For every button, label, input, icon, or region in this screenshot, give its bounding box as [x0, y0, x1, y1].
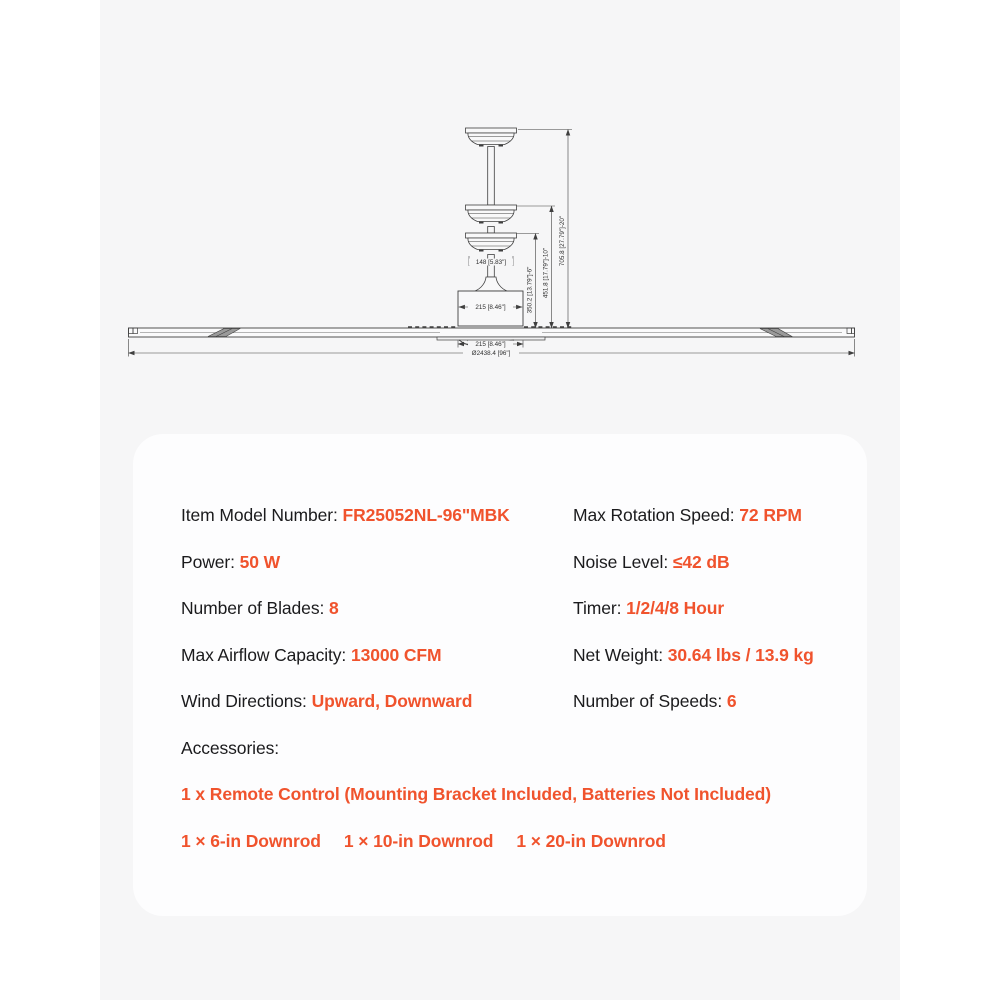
- spec-row-4: [181, 644, 819, 666]
- ceiling-canopy-10in: [466, 205, 517, 224]
- fan-dimension-diagram: [0, 0, 1000, 400]
- spec-value: 8: [329, 598, 339, 618]
- spec-value: ≤42 dB: [672, 551, 730, 572]
- accessory-downrod-20in: 1 × 20-in Downrod: [516, 830, 666, 851]
- spec-item-model-number: [181, 504, 573, 526]
- dim-motor-width: [459, 304, 522, 312]
- spec-row-accessories: [181, 737, 819, 759]
- svg-text:215 [8.46"]: 215 [8.46"]: [475, 341, 506, 348]
- accessory-downrod-6in: 1 × 6-in Downrod: [181, 830, 321, 851]
- spec-label: Wind Directions:: [181, 691, 312, 711]
- svg-text:215 [8.46"]: 215 [8.46"]: [475, 304, 506, 311]
- spec-power: [181, 551, 573, 573]
- motor-mount-flare: [475, 277, 507, 291]
- spec-row-2: [181, 551, 819, 573]
- spec-number-of-blades: [181, 597, 573, 619]
- spec-row-3: [181, 597, 819, 619]
- spec-net-weight: [573, 644, 819, 666]
- svg-text:705.8 [27.79"]-20": 705.8 [27.79"]-20": [559, 215, 566, 267]
- accessory-downrods: [181, 830, 819, 852]
- dim-motor-width-lower: [458, 341, 523, 349]
- spec-row-5: [181, 690, 819, 712]
- spec-label: Item Model Number:: [181, 505, 343, 525]
- spec-wind-directions: [181, 690, 573, 712]
- spec-value: 1/2/4/8 Hour: [626, 598, 725, 618]
- spec-timer: [573, 597, 819, 619]
- svg-text:Ø2438.4 [96"]: Ø2438.4 [96"]: [471, 350, 511, 357]
- spec-value: 50 W: [239, 551, 281, 572]
- spec-label: Max Rotation Speed:: [573, 505, 740, 525]
- spec-label: Timer:: [573, 598, 627, 618]
- ceiling-canopy-6in: [466, 233, 517, 252]
- spec-value: 72 RPM: [739, 505, 802, 525]
- fan-blades: [129, 327, 855, 337]
- spec-label: Net Weight:: [573, 644, 668, 665]
- spec-value: 30.64 lbs / 13.9 kg: [667, 644, 814, 665]
- spec-accessories-heading: [181, 737, 573, 759]
- spec-number-of-speeds: [573, 690, 819, 712]
- spec-card: [133, 434, 867, 916]
- spec-value: Upward, Downward: [311, 691, 473, 711]
- svg-text:451.8 [17.79"]-10": 451.8 [17.79"]-10": [542, 247, 550, 299]
- spec-label: Noise Level:: [573, 551, 673, 572]
- spec-value: 13000 CFM: [350, 644, 442, 665]
- spec-value: FR25052NL-96"MBK: [342, 505, 510, 525]
- spec-label: Max Airflow Capacity:: [181, 644, 351, 665]
- ceiling-canopy-20in: [466, 128, 517, 147]
- spec-label: Number of Blades:: [181, 598, 329, 618]
- spec-label: Accessories:: [181, 737, 279, 758]
- svg-text:350.2 [13.79"]-6": 350.2 [13.79"]-6": [526, 266, 534, 314]
- spec-max-rotation-speed: [573, 504, 819, 526]
- spec-max-airflow-capacity: [181, 644, 573, 666]
- spec-noise-level: [573, 551, 819, 573]
- svg-text:148 [5.83"]: 148 [5.83"]: [475, 259, 507, 266]
- accessory-downrod-10in: 1 × 10-in Downrod: [343, 830, 494, 851]
- accessory-remote-control: 1 x Remote Control (Mounting Bracket Included, Batteries Not Included): [181, 784, 772, 804]
- spec-label: Number of Speeds:: [573, 691, 727, 711]
- spec-value: 6: [726, 691, 737, 711]
- spec-row-1: [181, 504, 819, 526]
- spec-label: Power:: [181, 551, 240, 572]
